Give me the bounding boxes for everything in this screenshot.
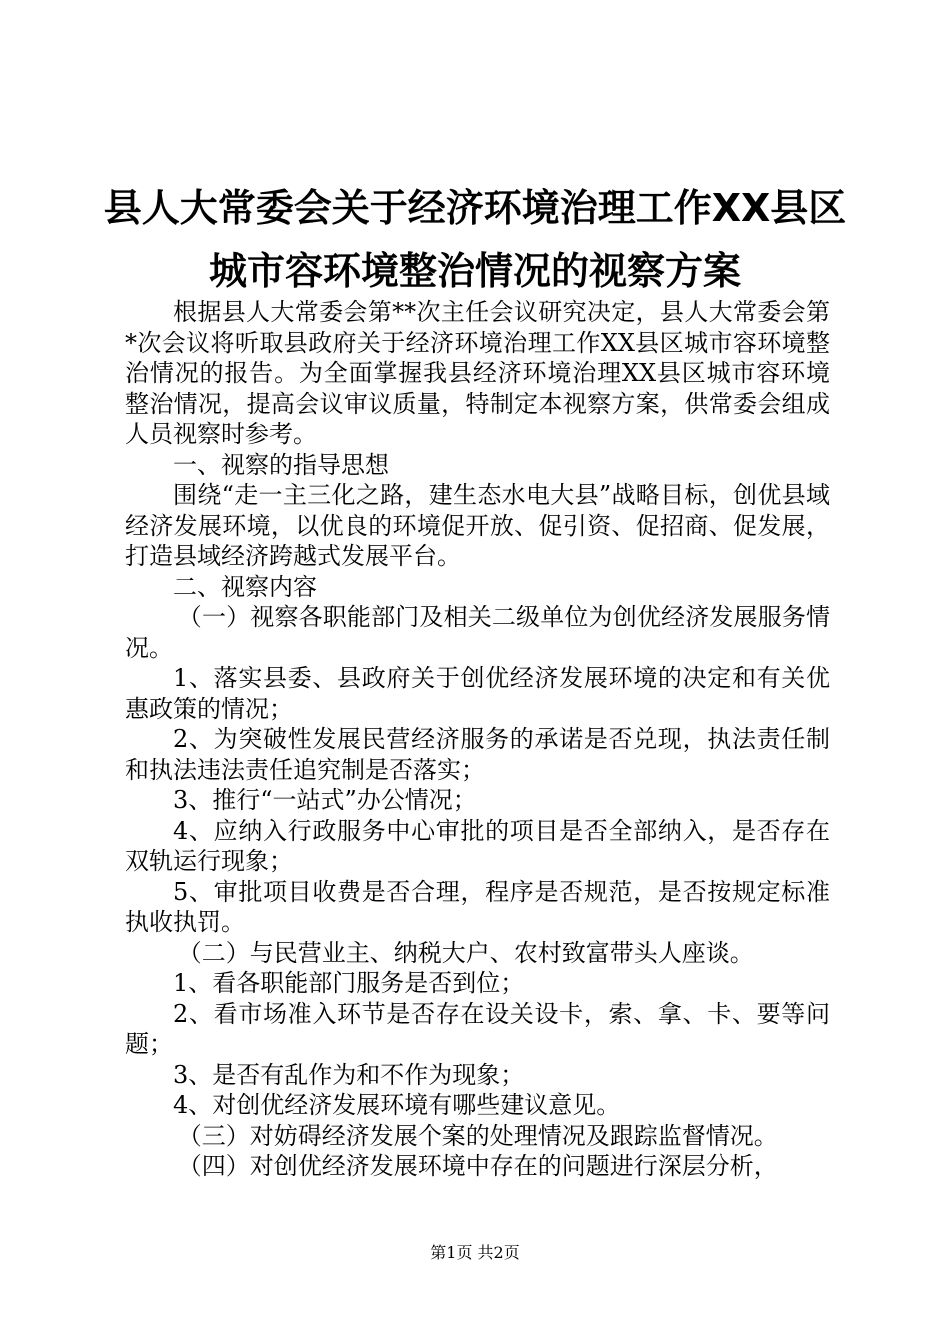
list-item: 4、对创优经济发展环境有哪些建议意见。 xyxy=(173,1091,621,1119)
list-item: 3、推行“一站式”办公情况； xyxy=(173,786,477,814)
list-item: 1、看各职能部门服务是否到位； xyxy=(173,969,525,997)
list-item: 3、是否有乱作为和不作为现象； xyxy=(173,1060,525,1089)
subsection-heading-4: （四）对创优经济发展环境中存在的问题进行深层分析， xyxy=(177,1152,778,1180)
list-item: 2、为突破性发展民营经济服务的承诺是否兑现，执法责任制和执法违法责任追究制是否落实； xyxy=(125,725,830,784)
section-heading-guiding-thought: 一、视察的指导思想 xyxy=(173,450,389,479)
document-title-line-1: 县人大常委会关于经济环境治理工作XX县区 xyxy=(103,186,847,230)
paragraph-intro: 根据县人大常委会第**次主任会议研究决定，县人大常委会第*次会议将听取县政府关于经济环境治理工作XX县区城市容环境整治情况的报告。为全面掌握我县经济环境治理XX县区城市容环境整治情况，提高会议审议质量，特制定本视察方案，供常委会组成人员视察时参考。 xyxy=(125,298,830,448)
list-item: 5、审批项目收费是否合理，程序是否规范，是否按规定标准执收执罚。 xyxy=(125,877,830,936)
document-body xyxy=(125,297,830,1182)
subsection-heading-1: （一）视察各职能部门及相关二级单位为创优经济发展服务情况。 xyxy=(125,603,830,662)
list-item: 1、落实县委、县政府关于创优经济发展环境的决定和有关优惠政策的情况； xyxy=(125,664,830,723)
paragraph-guiding-thought: 围绕“走一主三化之路，建生态水电大县”战略目标，创优县域经济发展环境，以优良的环境促开放、促引资、促招商、促发展，打造县域经济跨越式发展平台。 xyxy=(125,481,830,570)
section-heading-content: 二、视察内容 xyxy=(173,572,317,601)
list-item: 4、应纳入行政服务中心审批的项目是否全部纳入，是否存在双轨运行现象； xyxy=(125,816,830,875)
page-footer: 第1页 共2页 xyxy=(430,1243,520,1262)
list-item: 2、看市场准入环节是否存在设关设卡，索、拿、卡、要等问题； xyxy=(125,999,830,1058)
subsection-heading-2: （二）与民营业主、纳税大户、农村致富带头人座谈。 xyxy=(177,938,754,967)
document-title-line-2: 城市容环境整治情况的视察方案 xyxy=(208,249,741,293)
subsection-heading-3: （三）对妨碍经济发展个案的处理情况及跟踪监督情况。 xyxy=(177,1121,778,1150)
